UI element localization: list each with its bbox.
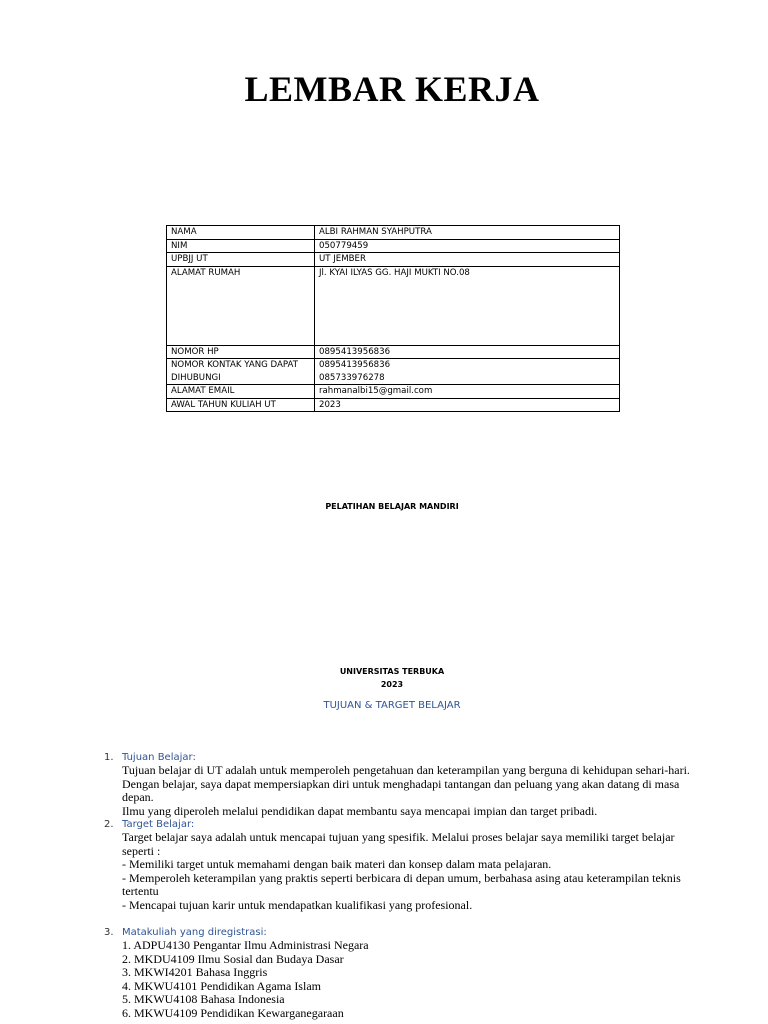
table-value: 2023	[315, 398, 620, 412]
table-row	[167, 253, 620, 267]
table-label: NIM	[167, 239, 315, 253]
table-value: 050779459	[315, 239, 620, 253]
text-line: - Memperoleh keterampilan yang praktis seperti berbicara di depan umum, berbahasa asing atau keterampilan teknis	[122, 870, 681, 885]
table-row	[167, 226, 620, 240]
table-label: AWAL TAHUN KULIAH UT	[167, 398, 315, 412]
table-value-line: 085733976278	[319, 372, 385, 383]
text-line: - Memiliki target untuk memahami dengan baik materi dan konsep dalam mata pelajaran.	[122, 857, 552, 871]
table-label: NOMOR HP	[167, 345, 315, 359]
university-name: UNIVERSITAS TERBUKA	[339, 667, 445, 676]
list-item	[104, 818, 704, 912]
table-label-line: NOMOR KONTAK YANG DAPAT	[171, 360, 298, 370]
list-number: 3.	[104, 927, 114, 938]
student-info-table	[166, 225, 620, 412]
table-label: ALAMAT EMAIL	[167, 385, 315, 399]
document-title: LEMBAR KERJA	[244, 69, 540, 109]
table-value: UT JEMBER	[315, 253, 620, 267]
table-label	[167, 359, 315, 385]
table-row	[167, 398, 620, 412]
section-title: TUJUAN & TARGET BELAJAR	[323, 700, 461, 711]
table-value-line: 0895413956836	[319, 360, 391, 370]
table-value: ALBI RAHMAN SYAHPUTRA	[315, 226, 620, 240]
table-label: NAMA	[167, 226, 315, 240]
text-line: Target belajar saya adalah untuk mencapai tujuan yang spesifik. Melalui proses belajar saya memiliki target belajar	[122, 830, 675, 844]
table-row	[167, 359, 620, 385]
table-label-line: DIHUBUNGI	[171, 372, 221, 383]
text-line: 6. MKWU4109 Pendidikan Kewarganegaraan	[122, 1005, 344, 1020]
list-item	[104, 926, 704, 1020]
text-line: - Mencapai tujuan karir untuk mendapatkan kualifikasi yang profesional.	[122, 897, 473, 912]
table-row	[167, 266, 620, 345]
table-label: ALAMAT RUMAH	[167, 266, 315, 345]
table-row	[167, 345, 620, 359]
text-line: Dengan belajar, saya dapat mempersiapkan diri untuk menghadapi tantangan dan peluang yang akan datang di masa depan.	[122, 776, 680, 804]
table-label: UPBJJ UT	[167, 253, 315, 267]
table-value	[315, 359, 620, 385]
list-number: 2.	[104, 819, 114, 830]
table-row	[167, 239, 620, 253]
university-year: 2023	[380, 680, 404, 689]
text-line: 2. MKDU4109 Ilmu Sosial dan Budaya Dasar	[122, 951, 344, 966]
text-line: 3. MKWI4201 Bahasa Inggris	[122, 965, 268, 979]
list-heading: Target Belajar:	[122, 819, 195, 830]
text-line: Tujuan belajar di UT adalah untuk memperoleh pengetahuan dan keterampilan yang berguna di kehidupan sehari-hari.	[122, 763, 690, 777]
table-value: Jl. KYAI ILYAS GG. HAJI MUKTI NO.08	[315, 266, 620, 345]
text-line: 4. MKWU4101 Pendidikan Agama Islam	[122, 978, 321, 993]
table-value: rahmanalbi15@gmail.com	[315, 385, 620, 399]
list-heading: Matakuliah yang diregistrasi:	[122, 927, 267, 938]
table-row	[167, 385, 620, 399]
text-line: tertentu	[122, 884, 159, 898]
list-item	[104, 751, 704, 818]
text-line: Ilmu yang diperoleh melalui pendidikan dapat membantu saya mencapai impian dan target pribadi.	[122, 803, 598, 818]
text-line: 1. ADPU4130 Pengantar Ilmu Administrasi Negara	[122, 938, 369, 952]
table-value: 0895413956836	[315, 345, 620, 359]
pelatihan-label: PELATIHAN BELAJAR MANDIRI	[325, 502, 459, 511]
text-line: 5. MKWU4108 Bahasa Indonesia	[122, 992, 285, 1006]
text-line: seperti :	[122, 843, 161, 858]
list-heading: Tujuan Belajar:	[122, 752, 196, 763]
list-number: 1.	[104, 752, 114, 763]
